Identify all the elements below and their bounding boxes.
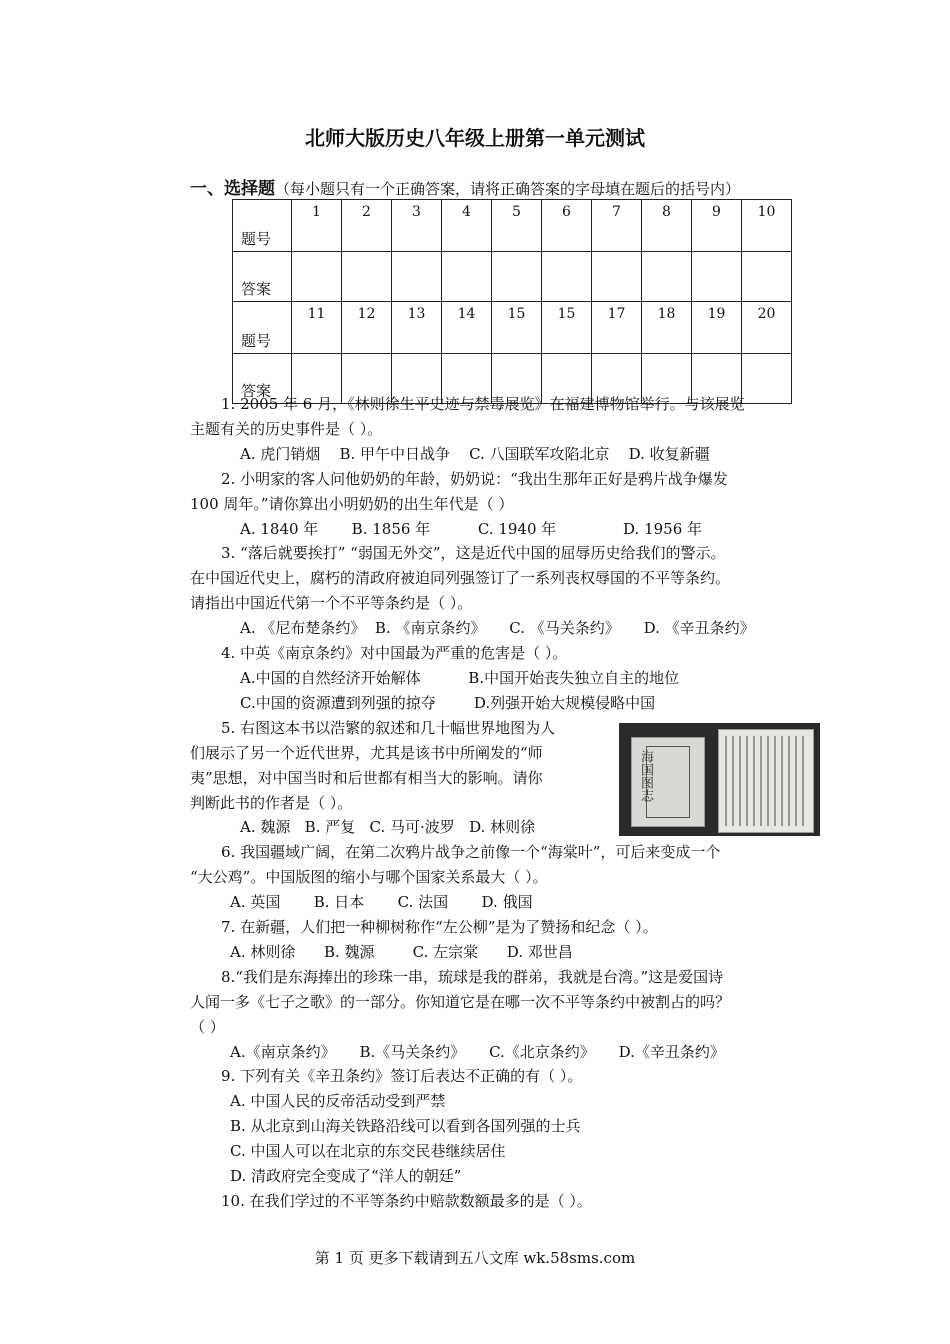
question-number: 14 [442,302,492,354]
answer-cell[interactable] [292,252,342,302]
question-6-options: A. 英国 B. 日本 C. 法国 D. 俄国 [230,893,533,912]
question-number: 10 [742,200,792,252]
section-heading: 一、选择题 [190,179,275,199]
question-9-option-a: A. 中国人民的反帝活动受到严禁 [230,1092,446,1111]
question-7-line-1: 7. 在新疆，人们把一种柳树称作“左公柳”是为了赞扬和纪念（ ）。 [221,918,658,937]
question-1-options: A. 虎门销烟 B. 甲午中日战争 C. 八国联军攻陷北京 D. 收复新疆 [240,444,710,463]
section-instruction: （每小题只有一个正确答案，请将正确答案的字母填在题后的括号内） [275,180,741,198]
question-2-line-2: 100 周年。”请你算出小明奶奶的出生年代是（ ） [190,494,514,513]
question-number-row-1 [233,200,792,252]
question-label: 题号 [233,302,292,354]
question-number: 7 [592,200,642,252]
question-5-line-3: 夷”思想，对中国当时和后世都有相当大的影响。请你 [190,768,543,787]
answer-table [232,199,792,404]
question-2-options: A. 1840 年 B. 1856 年 C. 1940 年 D. 1956 年 [240,519,703,538]
question-8-options: A.《南京条约》 B.《马关条约》 C.《北京条约》 D.《辛丑条约》 [230,1042,725,1061]
question-2-line-1: 2. 小明家的客人问他奶奶的年龄，奶奶说：“我出生那年正好是鸦片战争爆发 [221,469,728,488]
question-number: 12 [342,302,392,354]
question-3-line-1: 3. “落后就要挨打” “弱国无外交”，这是近代中国的屈辱历史给我们的警示。 [221,544,726,563]
answer-label: 答案 [233,354,292,404]
page-footer: 第 1 页 更多下载请到五八文库 wk.58sms.com [314,1249,636,1267]
question-number: 9 [692,200,742,252]
question-5-options: A. 魏源 B. 严复 C. 马可·波罗 D. 林则徐 [240,818,536,837]
question-number: 11 [292,302,342,354]
answer-cell[interactable] [442,252,492,302]
question-6-line-1: 6. 我国疆域广阔，在第二次鸦片战争之前像一个“海棠叶”，可后来变成一个 [221,843,721,862]
question-number: 6 [542,200,592,252]
question-number: 15 [542,302,592,354]
question-10-line-1: 10. 在我们学过的不平等条约中赔款数额最多的是（ ）。 [221,1192,592,1210]
question-8-line-1: 8.“我们是东海捧出的珍珠一串，琉球是我的群弟，我就是台湾。”这是爱国诗 [221,967,724,986]
section-header [190,174,740,199]
question-9-line-1: 9. 下列有关《辛丑条约》签订后表达不正确的有（ ）。 [221,1067,583,1086]
question-9-option-c: C. 中国人可以在北京的东交民巷继续居住 [230,1142,506,1161]
answer-cell[interactable] [692,252,742,302]
book-cover [631,737,705,827]
question-number: 15 [492,302,542,354]
question-8-line-2: 人闻一多《七子之歌》的一部分。你知道它是在哪一次不平等条约中被割占的吗？ [190,992,731,1011]
question-number: 20 [742,302,792,354]
question-4-line-1: 4. 中英《南京条约》对中国最为严重的危害是（ ）。 [221,644,568,663]
question-label: 题号 [233,200,292,252]
question-number: 5 [492,200,542,252]
question-4-options-2: C.中国的资源遭到列强的掠夺 D.列强开始大规模侵略中国 [240,693,656,712]
book-inner-page [718,729,814,833]
question-9-option-b: B. 从北京到山海关铁路沿线可以看到各国列强的士兵 [230,1117,581,1136]
question-1-line-1: 1. 2005 年 6 月，《林则徐生平史迹与禁毒展览》在福建博物馆举行。与该展览 [221,395,745,413]
question-number: 3 [392,200,442,252]
question-5-line-4: 判断此书的作者是（ ）。 [190,793,353,812]
question-number: 8 [642,200,692,252]
question-number: 19 [692,302,742,354]
answer-cell[interactable] [642,252,692,302]
question-5-line-1: 5. 右图这本书以浩繁的叙述和几十幅世界地图为人 [221,718,556,737]
answer-row-1 [233,252,792,302]
answer-cell[interactable] [592,252,642,302]
question-3-options: A. 《尼布楚条约》 B. 《南京条约》 C. 《马关条约》 D. 《辛丑条约》 [240,619,755,638]
question-number: 13 [392,302,442,354]
question-6-line-2: “大公鸡”。中国版图的缩小与哪个国家关系最大（ ）。 [190,868,548,887]
question-number-row-2 [233,302,792,354]
text-columns [725,736,807,826]
answer-cell[interactable] [742,252,792,302]
question-8-line-3: （ ） [190,1017,225,1036]
question-number: 1 [292,200,342,252]
page-title: 北师大版历史八年级上册第一单元测试 [305,126,645,150]
question-9-option-d: D. 清政府完全变成了“洋人的朝廷” [230,1167,462,1186]
question-number: 2 [342,200,392,252]
cover-title: 海国图志 [638,750,653,802]
question-3-line-3: 请指出中国近代第一个不平等条约是（ ）。 [190,594,473,613]
answer-cell[interactable] [392,252,442,302]
answer-cell[interactable] [492,252,542,302]
question-1-line-2: 主题有关的历史事件是（ ）。 [190,419,383,438]
question-3-line-2: 在中国近代史上，腐朽的清政府被迫同列强签订了一系列丧权辱国的不平等条约。 [190,569,731,588]
question-number: 4 [442,200,492,252]
answer-cell[interactable] [542,252,592,302]
book-photo [619,723,820,836]
question-4-options-1: A.中国的自然经济开始解体 B.中国开始丧失独立自主的地位 [240,668,680,687]
question-number: 18 [642,302,692,354]
answer-cell[interactable] [342,252,392,302]
question-number: 17 [592,302,642,354]
question-7-options: A. 林则徐 B. 魏源 C. 左宗棠 D. 邓世昌 [230,942,573,961]
question-5-line-2: 们展示了另一个近代世界，尤其是该书中所阐发的“师 [190,743,543,762]
answer-label: 答案 [233,252,292,302]
